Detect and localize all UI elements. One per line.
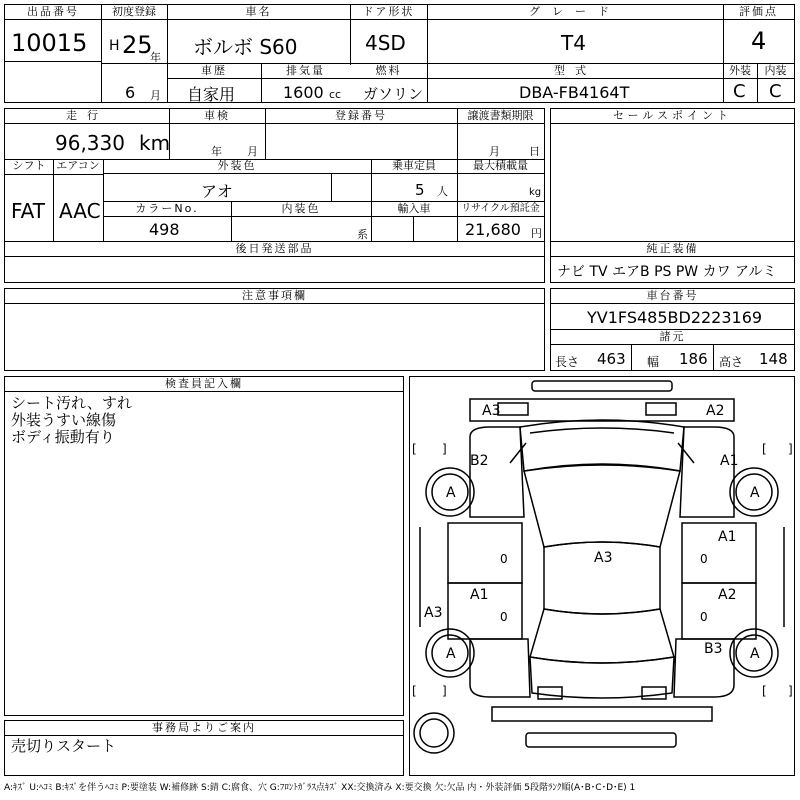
lot-no-header: 出品番号 <box>5 5 101 20</box>
bracket-open-rl: [ <box>412 684 417 698</box>
mark-b2: B2 <box>470 453 489 469</box>
capacity-value: 5 <box>415 181 425 199</box>
inspection-header: 車検 <box>169 109 265 124</box>
mark-a1-front-right: A1 <box>720 453 739 469</box>
month-unit: 月 <box>150 89 161 102</box>
office-header: 事務局よりご案内 <box>5 721 403 736</box>
mark-a3-roof: A3 <box>594 550 613 566</box>
inspection-year-unit: 年 <box>211 145 222 158</box>
year-value: 25 <box>122 31 153 59</box>
grade-value: T4 <box>561 31 586 55</box>
zero-mark-1: 0 <box>500 552 508 566</box>
chassis-box <box>550 288 795 371</box>
bracket-close-fl: ] <box>442 442 447 456</box>
inspector-note-3: ボディ振動有り <box>11 428 115 446</box>
office-note: 売切りスタート <box>11 737 117 755</box>
mark-a1-right-door: A1 <box>718 529 737 545</box>
bracket-open-fl: [ <box>412 442 417 456</box>
later-parts-header: 後日発送部品 <box>5 242 544 257</box>
capacity-unit: 人 <box>437 185 448 198</box>
height-value: 148 <box>759 350 788 368</box>
legend-text: A:ｷｽﾞ U:ﾍｺﾐ B:ｷｽﾞを伴うﾍｺﾐ P:要塗装 W:補修跡 S:錆 C:腐食、穴 G:ﾌﾛﾝﾄｶﾞﾗｽ点ｷｽﾞ XX:交換済み X:要交換 欠:欠品 内・外装評価 5段階ﾗﾝｸ順(A･B･C･D･E) 1 <box>4 783 636 793</box>
month-value: 6 <box>125 83 136 102</box>
equipment-header: 純正装備 <box>551 242 794 257</box>
mileage-value: 96,330 <box>55 131 125 155</box>
year-unit: 年 <box>150 51 161 64</box>
mileage-header: 走行 <box>5 109 169 124</box>
mark-a2-right-rear-door: A2 <box>718 587 737 603</box>
load-unit: kg <box>529 187 542 198</box>
notes-box <box>4 288 545 371</box>
car-name-value: ボルボ S60 <box>193 35 298 59</box>
ext-color-value: アオ <box>201 182 233 201</box>
interior-header: 内装 <box>757 64 794 79</box>
mark-wheel-rl: A <box>446 646 456 662</box>
door-value: 4SD <box>365 31 406 55</box>
fuel-header: 燃料 <box>350 64 427 79</box>
reg-no-header: 登録番号 <box>265 109 457 124</box>
color-no-value: 498 <box>149 220 180 239</box>
notes-header: 注意事項欄 <box>5 289 544 304</box>
zero-mark-3: 0 <box>500 610 508 624</box>
max-load-header: 最大積載量 <box>457 159 544 174</box>
height-label: 高さ <box>719 355 744 369</box>
color-no-header: カラーNo. <box>103 202 231 217</box>
exterior-header: 外装 <box>723 64 757 79</box>
import-header: 輸入車 <box>371 202 457 217</box>
inspector-note-2: 外装うすい線傷 <box>11 411 117 429</box>
recycle-value: 21,680 <box>465 220 521 239</box>
shift-header: シフト <box>12 159 46 172</box>
inspector-note-1: シート汚れ、すれ <box>11 394 132 412</box>
fuel-value: ガソリン <box>363 85 424 103</box>
length-value: 463 <box>597 350 626 368</box>
deadline-header: 譲渡書類期限 <box>457 109 544 124</box>
displacement-value: 1600 <box>283 83 324 102</box>
deadline-day-unit: 日 <box>529 145 540 158</box>
inspection-month-unit: 月 <box>247 145 258 158</box>
first-reg-header: 初度登録 <box>101 5 167 20</box>
ext-color-header: 外装色 <box>103 159 371 174</box>
displacement-unit: cc <box>329 88 342 101</box>
mark-a2-front-right: A2 <box>706 403 725 419</box>
door-header: ドア形状 <box>350 5 427 20</box>
mark-wheel-rr: A <box>750 646 760 662</box>
int-color-suffix: 系 <box>357 228 368 241</box>
header-block <box>4 4 795 103</box>
history-header: 車歴 <box>167 64 261 79</box>
car-diagram-svg <box>410 377 794 775</box>
chassis-header: 車台番号 <box>551 289 794 304</box>
recycle-header: リサイクル預託金 <box>457 202 544 217</box>
zero-mark-2: 0 <box>700 552 708 566</box>
int-color-header: 内装色 <box>231 202 371 217</box>
width-value: 186 <box>679 350 708 368</box>
lot-no-value: 10015 <box>11 29 88 57</box>
bracket-close-rr: ] <box>788 684 793 698</box>
score-value: 4 <box>751 27 767 55</box>
car-diagram <box>409 376 795 776</box>
era-value: H <box>109 38 120 54</box>
mark-wheel-fl: A <box>446 485 456 501</box>
recycle-unit: 円 <box>531 227 542 240</box>
later-parts-box <box>4 241 545 283</box>
aircon-value: AAC <box>59 199 101 223</box>
equipment-box <box>550 241 795 283</box>
car-name-header: 車名 <box>167 5 350 20</box>
aircon-header: エアコン <box>56 159 100 172</box>
sales-point-header: セールスポイント <box>551 109 794 124</box>
spec-block <box>4 108 545 242</box>
mark-a3-left-quarter: A3 <box>424 605 443 621</box>
bracket-close-fr: ] <box>788 442 793 456</box>
inspector-box <box>4 376 404 716</box>
history-value: 自家用 <box>187 85 236 104</box>
mark-wheel-fr: A <box>750 485 760 501</box>
inspector-header: 検査員記入欄 <box>5 377 403 392</box>
deadline-month-unit: 月 <box>489 145 500 158</box>
model-header: 型式 <box>427 64 723 79</box>
width-label: 幅 <box>647 355 660 369</box>
model-value: DBA-FB4164T <box>519 83 630 102</box>
exterior-score-value: C <box>733 81 746 102</box>
mark-a1-left-rear-door: A1 <box>470 587 489 603</box>
zero-mark-4: 0 <box>700 610 708 624</box>
mark-a3-front-left: A3 <box>482 403 501 419</box>
grade-header: グレード <box>427 5 723 20</box>
mileage-unit: km <box>139 131 171 155</box>
capacity-header: 乗車定員 <box>371 159 457 174</box>
displacement-header: 排気量 <box>261 64 350 79</box>
sales-point-box <box>550 108 795 242</box>
bracket-close-rl: ] <box>442 684 447 698</box>
equipment-value: ナビ TV エアB PS PW カワ アルミ <box>557 264 777 280</box>
office-box <box>4 720 404 776</box>
score-header: 評価点 <box>723 5 794 20</box>
interior-score-value: C <box>769 81 782 102</box>
bracket-open-rr: [ <box>762 684 767 698</box>
shift-value: FAT <box>11 199 46 223</box>
length-label: 長さ <box>555 355 580 369</box>
dimensions-header: 諸元 <box>551 330 794 345</box>
mark-b3: B3 <box>704 641 723 657</box>
bracket-open-fr: [ <box>762 442 767 456</box>
chassis-value: YV1FS485BD2223169 <box>587 308 763 327</box>
